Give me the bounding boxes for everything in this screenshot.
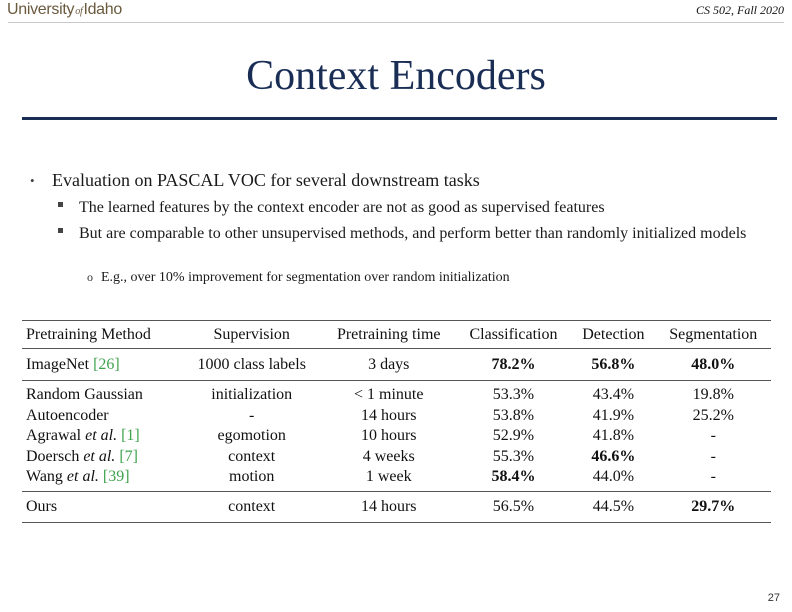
classification-cell: 52.9% xyxy=(492,427,535,445)
detection-cell: 43.4% xyxy=(592,386,635,404)
supervision-cell: 1000 class labels xyxy=(197,355,306,373)
detection-cell: 56.8% xyxy=(591,355,636,373)
bullet-level3-text: E.g., over 10% improvement for segmentation over random initialization xyxy=(101,270,510,285)
citation-ref: [1] xyxy=(121,427,140,445)
university-logo xyxy=(7,1,122,19)
table-row xyxy=(22,467,771,491)
table-row xyxy=(22,447,771,468)
et-al: et al. xyxy=(66,468,99,486)
method-cell: Autoencoder xyxy=(26,406,109,424)
method-cell xyxy=(22,426,182,447)
bullet-dot-icon: • xyxy=(30,173,35,188)
segmentation-cell: 19.8% xyxy=(692,386,734,404)
classification-cell: 78.2% xyxy=(491,355,536,373)
col-header-time: Pretraining time xyxy=(336,325,441,343)
detection-cell: 44.0% xyxy=(592,468,635,486)
time-cell: 10 hours xyxy=(360,427,417,445)
segmentation-cell: - xyxy=(710,447,716,465)
col-header-method: Pretraining Method xyxy=(26,325,151,343)
bullet-level2-b-text: But are comparable to other unsupervised methods, and perform better than randomly initialized models xyxy=(79,225,747,242)
classification-cell: 53.3% xyxy=(492,386,535,404)
table-row xyxy=(22,426,771,447)
author-name: Agrawal xyxy=(26,427,82,445)
citation-ref: [39] xyxy=(102,468,130,486)
method-cell: Random Gaussian xyxy=(26,386,143,404)
col-header-detection: Detection xyxy=(582,325,645,343)
supervision-cell: context xyxy=(228,447,276,465)
table-row xyxy=(22,491,771,522)
bullet-circle-icon: o xyxy=(87,270,93,284)
segmentation-cell: - xyxy=(710,468,716,486)
segmentation-cell: 29.7% xyxy=(691,497,736,515)
table-row xyxy=(22,381,771,406)
supervision-cell: context xyxy=(228,497,276,515)
course-label: CS 502, Fall 2020 xyxy=(695,3,784,17)
et-al: et al. xyxy=(85,427,118,445)
method-cell xyxy=(22,349,182,381)
segmentation-cell: 25.2% xyxy=(692,406,734,424)
et-al: et al. xyxy=(83,447,116,465)
bullet-level2-a xyxy=(58,197,778,219)
supervision-cell: motion xyxy=(229,468,275,486)
bullet-level1 xyxy=(30,170,480,191)
citation-ref: [7] xyxy=(119,447,138,465)
title-underline xyxy=(22,117,777,120)
time-cell: 3 days xyxy=(368,355,410,373)
detection-cell: 41.8% xyxy=(592,427,635,445)
time-cell: 14 hours xyxy=(360,497,417,515)
citation-ref: [26] xyxy=(93,355,120,373)
method-cell: Ours xyxy=(26,497,58,515)
col-header-supervision: Supervision xyxy=(213,325,290,343)
supervision-cell: - xyxy=(249,406,255,424)
slide-title: Context Encoders xyxy=(246,53,546,99)
logo-text-idaho: Idaho xyxy=(83,1,122,18)
detection-cell: 46.6% xyxy=(591,447,636,465)
col-header-classification: Classification xyxy=(469,325,558,343)
method-cell xyxy=(22,467,182,491)
table-header-row xyxy=(22,321,771,349)
page-number: 27 xyxy=(767,592,780,604)
logo-text-university: University xyxy=(7,1,75,18)
time-cell: 14 hours xyxy=(360,406,417,424)
time-cell: 4 weeks xyxy=(362,447,415,465)
classification-cell: 56.5% xyxy=(492,497,535,515)
segmentation-cell: 48.0% xyxy=(691,355,736,373)
author-name: Wang xyxy=(26,468,63,486)
header-divider xyxy=(8,22,784,23)
author-name: Doersch xyxy=(26,447,80,465)
classification-cell: 55.3% xyxy=(492,447,535,465)
time-cell: < 1 minute xyxy=(353,386,424,404)
logo-text-of: of xyxy=(75,6,83,17)
segmentation-cell: - xyxy=(710,427,716,445)
col-header-segmentation: Segmentation xyxy=(669,325,758,343)
method-name: ImageNet xyxy=(26,355,90,373)
classification-cell: 58.4% xyxy=(491,468,536,486)
bullet-square-icon xyxy=(58,228,63,233)
bullet-square-icon xyxy=(58,202,63,207)
bullet-level2-a-text: The learned features by the context encoder are not as good as supervised features xyxy=(79,199,605,216)
bullet-level3 xyxy=(87,270,510,286)
bullet-level2-b xyxy=(58,223,778,245)
supervision-cell: initialization xyxy=(211,386,293,404)
classification-cell: 53.8% xyxy=(492,406,535,424)
method-cell xyxy=(22,447,182,468)
table-row xyxy=(22,406,771,427)
detection-cell: 41.9% xyxy=(592,406,635,424)
detection-cell: 44.5% xyxy=(592,497,635,515)
table-row xyxy=(22,349,771,381)
results-table xyxy=(22,320,771,523)
bullet-level1-text: Evaluation on PASCAL VOC for several downstream tasks xyxy=(52,170,480,190)
supervision-cell: egomotion xyxy=(217,427,286,445)
time-cell: 1 week xyxy=(365,468,412,486)
